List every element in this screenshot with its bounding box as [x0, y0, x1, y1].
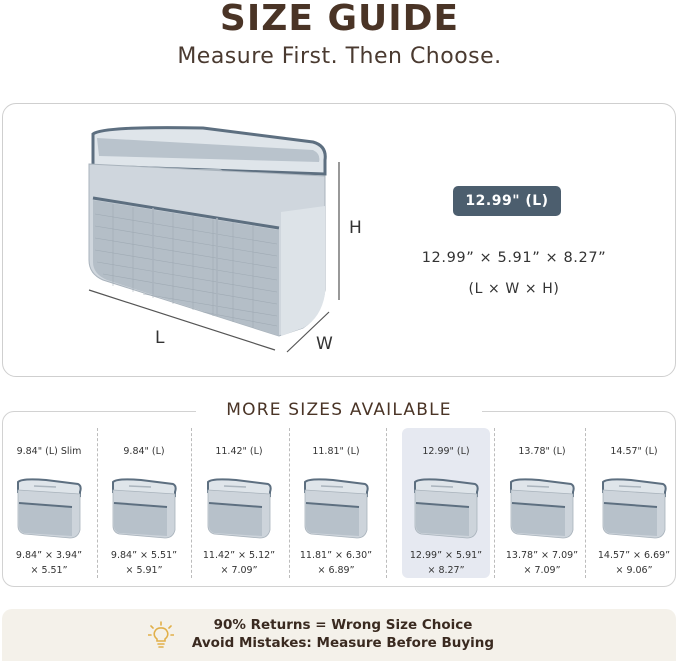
size-option-dims-line1: 14.57” × 6.69”	[597, 550, 671, 561]
size-option-dims-line2: × 7.09”	[220, 565, 258, 576]
size-option-label: 9.84" (L) Slim	[16, 446, 82, 457]
size-option-4[interactable]	[402, 428, 490, 578]
size-option-dims-line1: 9.84” × 5.51”	[110, 550, 178, 561]
size-option-label: 12.99" (L)	[422, 446, 470, 457]
size-option-dims-line1: 11.81” × 6.30”	[299, 550, 373, 561]
size-option-0[interactable]	[5, 428, 93, 578]
dimension-order: (L × W × H)	[468, 281, 560, 297]
hero-dimensions: 12.99” × 5.91” × 8.27”	[421, 250, 607, 266]
size-option-label: 14.57" (L)	[610, 446, 658, 457]
size-option-dims-line1: 11.42” × 5.12”	[202, 550, 276, 561]
column-divider	[585, 428, 586, 578]
column-divider	[289, 428, 290, 578]
column-divider	[97, 428, 98, 578]
size-option-dims-line2: × 5.51”	[30, 565, 68, 576]
size-option-label: 13.78" (L)	[518, 446, 566, 457]
column-divider	[494, 428, 495, 578]
page-title: SIZE GUIDE	[219, 0, 460, 39]
lightbulb-icon	[148, 621, 174, 649]
size-option-5[interactable]	[498, 428, 586, 578]
footer-banner	[2, 609, 676, 661]
organizer-illustration	[3, 104, 677, 378]
size-option-label: 11.81" (L)	[312, 446, 360, 457]
size-option-dims-line2: × 7.09”	[523, 565, 561, 576]
footer-line-1: 90% Returns = Wrong Size Choice	[213, 617, 473, 633]
size-option-6[interactable]	[590, 428, 678, 578]
footer-line-2: Avoid Mistakes: Measure Before Buying	[191, 635, 495, 651]
size-option-2[interactable]	[195, 428, 283, 578]
more-sizes-title: MORE SIZES AVAILABLE	[196, 400, 482, 420]
hero-panel	[2, 103, 676, 377]
length-label: L	[155, 328, 165, 348]
height-label: H	[349, 218, 362, 238]
size-option-1[interactable]	[100, 428, 188, 578]
size-option-dims-line2: × 5.91”	[125, 565, 163, 576]
size-option-label: 11.42" (L)	[215, 446, 263, 457]
size-option-dims-line2: × 6.89”	[317, 565, 355, 576]
size-option-dims-line2: × 9.06”	[615, 565, 653, 576]
size-option-dims-line2: × 8.27”	[427, 565, 465, 576]
size-option-3[interactable]	[292, 428, 380, 578]
size-option-label: 9.84" (L)	[123, 446, 165, 457]
column-divider	[386, 428, 387, 578]
page-subtitle: Measure First. Then Choose.	[177, 44, 502, 69]
column-divider	[191, 428, 192, 578]
width-label: W	[316, 334, 333, 354]
size-option-dims-line1: 13.78” × 7.09”	[505, 550, 579, 561]
size-option-dims-line1: 12.99” × 5.91”	[409, 550, 483, 561]
size-badge: 12.99" (L)	[453, 186, 561, 216]
size-option-dims-line1: 9.84” × 3.94”	[15, 550, 83, 561]
